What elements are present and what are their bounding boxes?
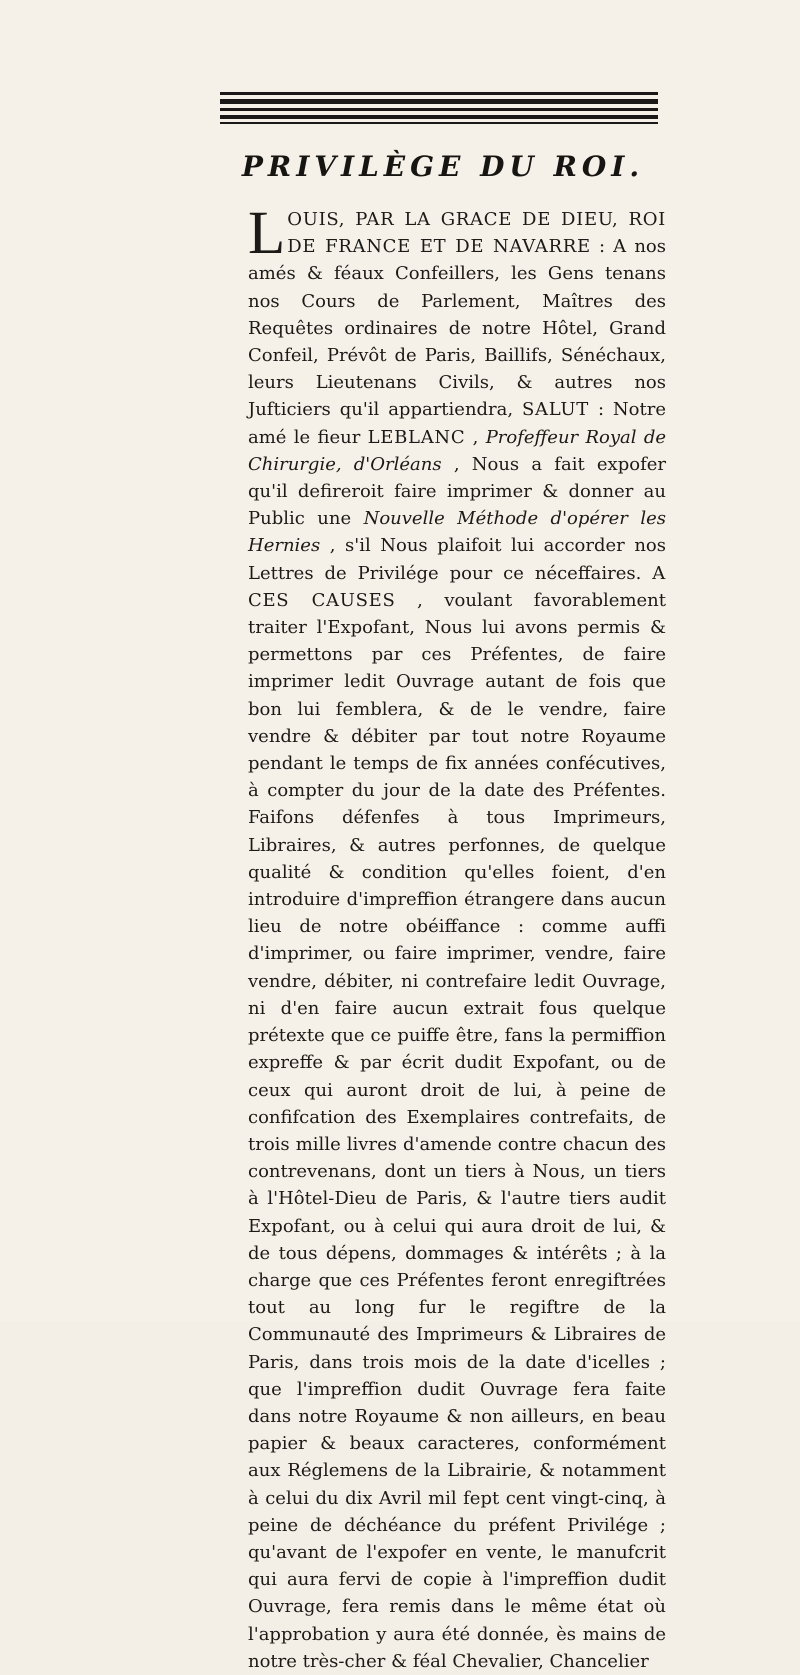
privilege-paragraph [248, 200, 666, 1675]
causes-phrase: A CES CAUSES [248, 562, 666, 611]
text-segment: : A nos amés & féaux Confeillers, les Gens tenans nos Cours de Parlement, Maîtres des Requêtes ordinaires de notre Hôtel, Grand Confeil, Prévôt de Paris, Baillifs, Sénéchaux, leurs Lieutenans Civils, & autres nos Jufticiers qu'il appartiendra, [248, 236, 666, 421]
work-title: Nouvelle Méthode d'opérer les Hernies [248, 508, 666, 557]
text-segment: , [472, 426, 486, 448]
ornamental-rule [220, 108, 658, 111]
ornamental-rule [220, 99, 658, 104]
text-segment: : Notre amé le fieur [248, 399, 666, 448]
author-office: Profeffeur Royal de Chirurgie, d'Orléans [248, 426, 666, 475]
text-segment: , voulant favorablement traiter l'Expofant, Nous lui avons permis & permettons par ces Préfentes, de faire imprimer ledit Ouvrage autant de fois que bon lui femblera, & de le vendre, faire vendre & débiter par tout notre Royaume pendant le temps de fix années confécutives, à compter du jour de la date des Préfentes. Faifons défenfes à tous Imprimeurs, Libraires, & autres perfonnes, de quelque qualité & condition qu'elles foient, d'en introduire d'impreffion étrangere dans aucun lieu de notre obéiffance : comme auffi d'imprimer, ou faire imprimer, vendre, faire vendre, débiter, ni contrefaire ledit Ouvrage, ni d'en faire aucun extrait fous quelque prétexte que ce puiffe être, fans la permiffion expreffe & par écrit dudit Expofant, ou de ceux qui auront droit de lui, à peine de confifcation des Exemplaires contrefaits, de trois mille livres d'amende contre chacun des contrevenans, dont un tiers à Nous, un tiers à l'Hôtel-Dieu de Paris, & l'autre tiers audit Expofant, ou à celui qui aura droit de lui, & de tous dépens, dommages & intérêts ; à la charge que ces Préfentes feront enregiftrées tout au long fur le regiftre de la Communauté des Imprimeurs & Libraires de Paris, dans trois mois de la date d'icelles ; que l'impreffion dudit Ouvrage fera faite dans notre Royaume & non ailleurs, en beau papier & beaux caracteres, conformément aux Réglemens de la Librairie, & notamment à celui du dix Avril mil fept cent vingt-cinq, à peine de déchéance du préfent Privilége ; qu'avant de l'expofer en vente, le manufcrit qui aura fervi de copie à l'impreffion dudit Ouvrage, fera remis dans le même état où l'approbation y aura été donnée, ès mains de notre très-cher & féal Chevalier, Chancelier [248, 589, 666, 1672]
opening-line: OUIS, PAR LA GRACE DE DIEU, ROI DE FRANCE ET DE NAVARRE [287, 209, 666, 258]
ornamental-rule [220, 92, 658, 95]
ornamental-rule [220, 115, 658, 119]
privilege-text [248, 200, 666, 1675]
text-segment: , s'il Nous plaifoit lui accorder nos Lettres de Privilége pour ce néceffaires. [248, 535, 666, 584]
ornamental-rule [220, 122, 658, 124]
document-title: PRIVILÈGE DU ROI. [241, 150, 645, 183]
author-name: LEBLANC [367, 426, 466, 448]
salut-word: SALUT [522, 399, 590, 421]
dropcap-letter: L [248, 200, 286, 267]
text-segment: , Nous a fait expofer qu'il defireroit faire imprimer & donner au Public une [248, 453, 666, 530]
